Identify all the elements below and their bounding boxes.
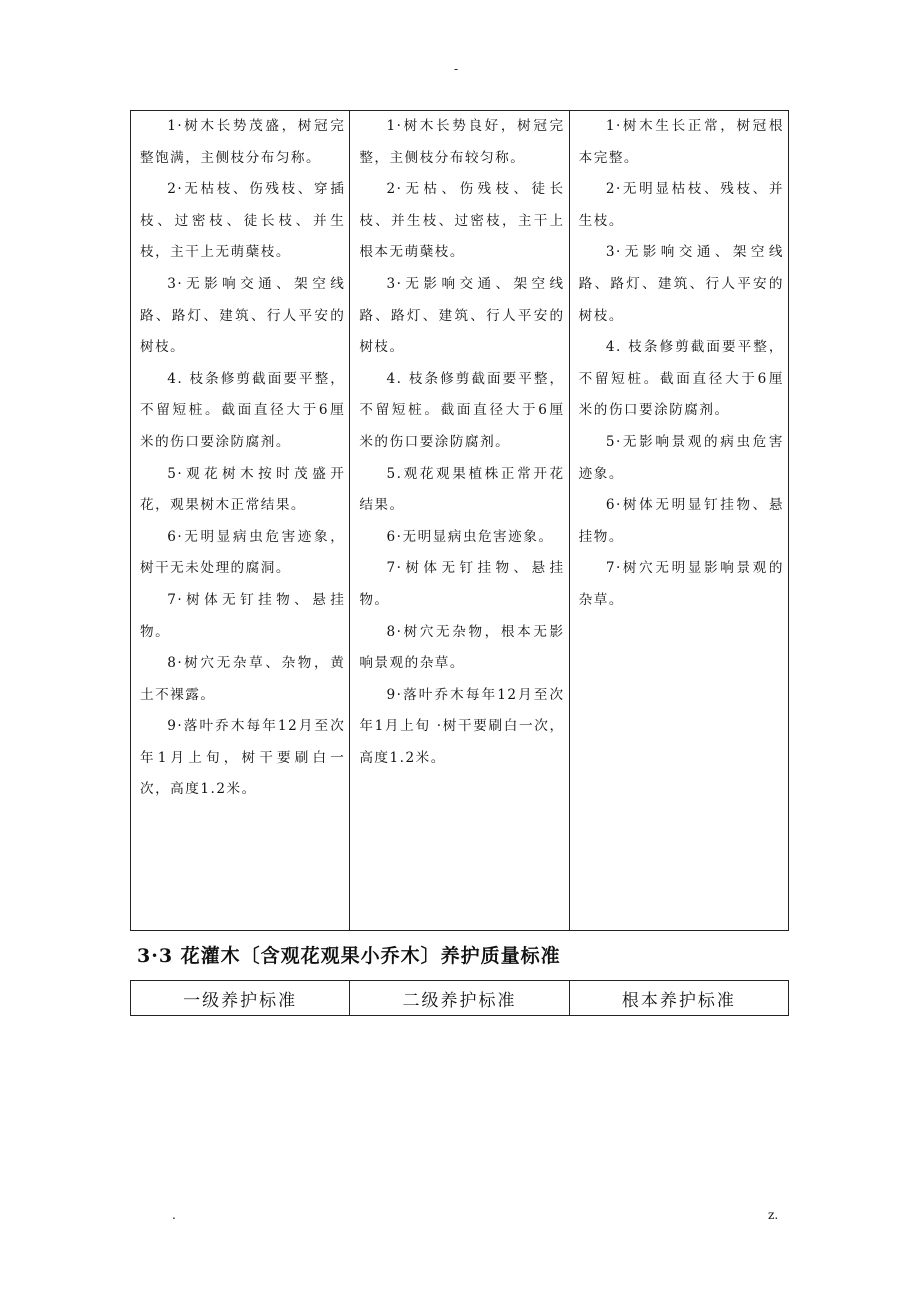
list-item: 1·树木长势茂盛，树冠完整饱满，主侧枝分布匀称。 xyxy=(140,118,346,166)
list-item: 6·无明显病虫危害迹象。 xyxy=(386,528,554,545)
list-item: 4. 枝条修剪截面要平整，不留短桩。截面直径大于6厘米的伤口要涂防腐剂。 xyxy=(578,339,784,419)
column-level-2 xyxy=(350,111,569,931)
standards-header-table xyxy=(130,980,789,1016)
list-item: 9·落叶乔木每年12月至次年1月上旬 ·树干要刷白一次，高度1.2米。 xyxy=(359,686,565,766)
list-item: 2·无枯、伤残枝、徒长枝、并生枝、过密枝，主干上根本无萌蘖枝。 xyxy=(359,181,565,261)
header-level-basic: 根本养护标准 xyxy=(569,981,788,1016)
standards-content-table xyxy=(130,110,789,931)
table-row xyxy=(131,111,789,931)
list-item: 8·树穴无杂草、杂物，黄土不裸露。 xyxy=(140,655,346,703)
list-item: 1·树木长势良好，树冠完整，主侧枝分布较匀称。 xyxy=(359,118,565,166)
list-item: 5·观花树木按时茂盛开花，观果树木正常结果。 xyxy=(140,465,346,514)
list-item: 6·树体无明显钉挂物、悬挂物。 xyxy=(578,497,784,545)
list-item: 5·无影响景观的病虫危害迹象。 xyxy=(578,433,784,482)
table-row xyxy=(131,981,789,1016)
header-level-1: 一级养护标准 xyxy=(131,981,350,1016)
list-item: 1·树木生长正常，树冠根本完整。 xyxy=(578,118,784,166)
list-item: 9·落叶乔木每年12月至次年1月上旬，树干要刷白一次，高度1.2米。 xyxy=(140,718,346,798)
list-item: 5.观花观果植株正常开花结果。 xyxy=(359,465,565,514)
header-mark: - xyxy=(454,62,459,76)
list-item: 3·无影响交通、架空线路、路灯、建筑、行人平安的树枝。 xyxy=(140,275,346,356)
list-item: 7·树体无钉挂物、悬挂物。 xyxy=(359,560,565,608)
list-item: 3·无影响交通、架空线路、路灯、建筑、行人平安的树枝。 xyxy=(359,275,565,356)
header-level-2: 二级养护标准 xyxy=(350,981,569,1016)
list-item: 7·树体无钉挂物、悬挂物。 xyxy=(140,591,346,640)
list-item: 6·无明显病虫危害迹象，树干无未处理的腐洞。 xyxy=(140,528,346,577)
list-item: 2·无枯枝、伤残枝、穿插枝、过密枝、徒长枝、并生枝，主干上无萌蘖枝。 xyxy=(140,181,346,261)
list-item: 3·无影响交通、架空线路、路灯、建筑、行人平安的树枝。 xyxy=(578,244,784,324)
footer-left-mark: . xyxy=(172,1208,176,1222)
list-item: 4. 枝条修剪截面要平整，不留短桩。截面直径大于6厘米的伤口要涂防腐剂。 xyxy=(140,370,346,450)
footer-right-mark: z. xyxy=(768,1208,779,1222)
list-item: 4. 枝条修剪截面要平整，不留短桩。截面直径大于6厘米的伤口要涂防腐剂。 xyxy=(359,370,565,450)
list-item: 7·树穴无明显影响景观的杂草。 xyxy=(578,560,784,608)
column-level-1 xyxy=(131,111,350,931)
list-item: 8·树穴无杂物，根本无影响景观的杂草。 xyxy=(359,623,565,672)
column-level-basic xyxy=(569,111,788,931)
section-title: 3·3 花灌木〔含观花观果小乔木〕养护质量标准 xyxy=(137,945,561,967)
list-item: 2·无明显枯枝、残枝、并生枝。 xyxy=(578,181,784,229)
